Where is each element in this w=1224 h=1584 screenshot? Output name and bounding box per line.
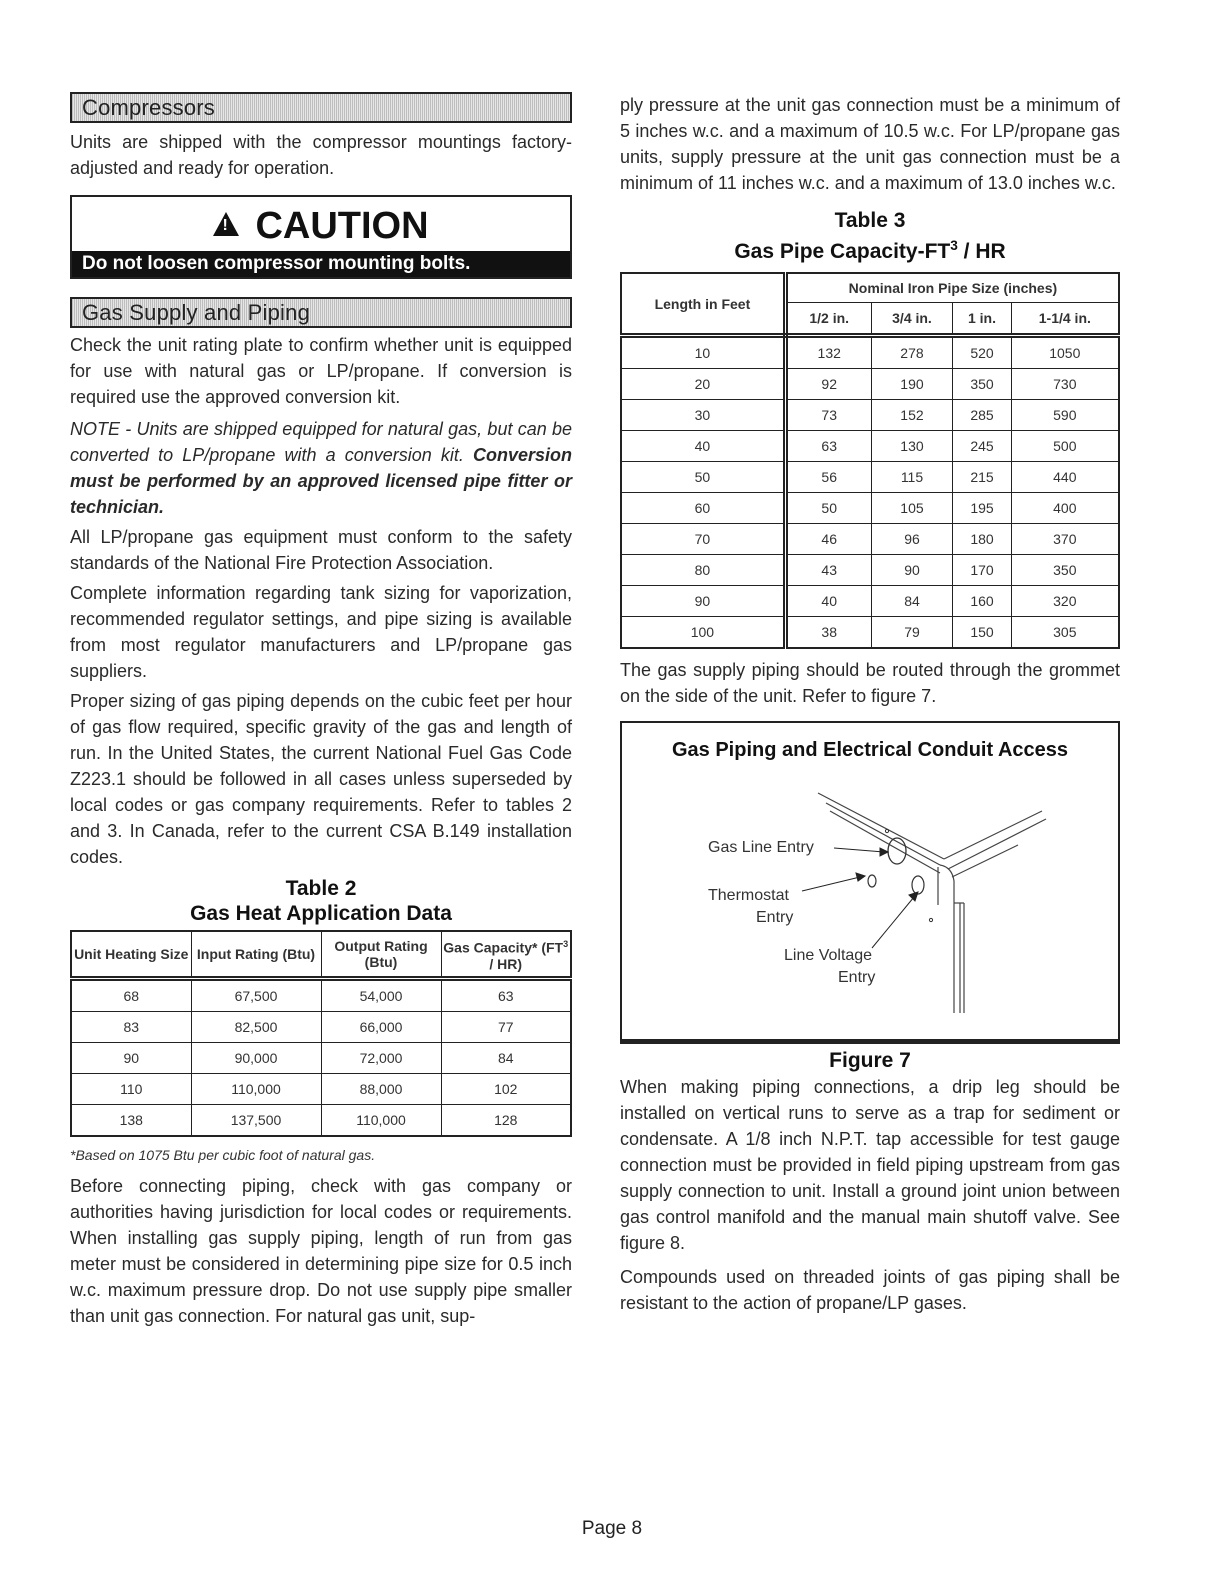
paragraph-supply-pressure: ply pressure at the unit gas connection must be a minimum of 5 inches w.c. and a maximum of 10.5 w.c. For LP/propane gas units, supply pressure at the unit gas connection must be a minimum of 11 inches w.c. and a maximum of 13.0 inches w.c.: [620, 95, 1120, 193]
table-cell: 46: [785, 524, 871, 555]
table-cell: 440: [1011, 462, 1119, 493]
table-cell: 66,000: [321, 1012, 441, 1043]
table-cell: 96: [871, 524, 953, 555]
table-row: [71, 1074, 571, 1105]
table-cell: 90: [621, 586, 785, 617]
gas-line-entry-label: Gas Line Entry: [708, 839, 814, 856]
table-cell: 80: [621, 555, 785, 586]
table-cell: 150: [953, 617, 1011, 649]
thermostat-label: Thermostat: [708, 887, 789, 904]
table-header-row: [621, 273, 1119, 303]
table-cell: 67,500: [191, 979, 321, 1012]
table-cell: 730: [1011, 369, 1119, 400]
table-cell: 137,500: [191, 1105, 321, 1137]
table-header-cell: Input Rating (Btu): [191, 931, 321, 979]
table-row: [71, 1012, 571, 1043]
note-bold-text: Conversion must be performed by an approved licensed pipe fitter or technician.: [70, 445, 572, 517]
table-cell: 195: [953, 493, 1011, 524]
table-cell: 110,000: [191, 1074, 321, 1105]
table-cell: 77: [441, 1012, 571, 1043]
right-column: [620, 92, 1120, 1316]
table-cell: 83: [71, 1012, 191, 1043]
table-cell: 90,000: [191, 1043, 321, 1074]
table-cell: 128: [441, 1105, 571, 1137]
table3: [620, 272, 1120, 649]
caution-bar: Do not loosen compressor mounting bolts.: [72, 251, 570, 277]
table-cell: 590: [1011, 400, 1119, 431]
table-cell: 152: [871, 400, 953, 431]
table-cell: 20: [621, 369, 785, 400]
paragraph-nfpa: All LP/propane gas equipment must conform to the safety standards of the National Fire Protection Association.: [70, 527, 572, 573]
table2-title: Gas Heat Application Data: [190, 902, 452, 925]
line-voltage-entry-label: Entry: [838, 969, 876, 986]
table-cell: 50: [621, 462, 785, 493]
table-cell: 115: [871, 462, 953, 493]
warning-triangle-icon: !: [213, 212, 239, 236]
paragraph-drip-leg: When making piping connections, a drip leg should be installed on vertical runs to serve as a trap for sediment or condensate. A 1/8 inch N.P.T. tap accessible for test gauge connection must be provided in field piping upstream from gas supply connection to unit. Install a ground joint union between gas control manifold and the manual main shutoff valve. See figure 8.: [620, 1077, 1120, 1253]
table-cell: 10: [621, 336, 785, 369]
table-cell: 73: [785, 400, 871, 431]
table-cell: 105: [871, 493, 953, 524]
table-cell: 320: [1011, 586, 1119, 617]
table-cell: 92: [785, 369, 871, 400]
table-cell: 82,500: [191, 1012, 321, 1043]
table-cell: 68: [71, 979, 191, 1012]
figure7-caption: Figure 7: [829, 1049, 911, 1072]
paragraph-tank-sizing: Complete information regarding tank sizing for vaporization, recommended regulator settings, and pipe sizing is available from most regulator manufacturers and LP/propane gas suppliers.: [70, 583, 572, 681]
table-row: [621, 369, 1119, 400]
table-cell: 84: [871, 586, 953, 617]
table-cell: 38: [785, 617, 871, 649]
note-text: NOTE - Units are shipped equipped for natural gas, but can be converted to LP/propane with a conversion kit.: [70, 419, 572, 465]
table-row: [621, 400, 1119, 431]
table-row: [71, 979, 571, 1012]
table-cell: 90: [71, 1043, 191, 1074]
table-row: [621, 617, 1119, 649]
caution-title-text: CAUTION: [255, 205, 429, 247]
table2-label: Table 2: [285, 877, 357, 900]
paragraph-grommet: The gas supply piping should be routed through the grommet on the side of the unit. Refer to figure 7.: [620, 660, 1120, 706]
table-cell: 520: [953, 336, 1011, 369]
table-cell: 160: [953, 586, 1011, 617]
table-row: [621, 555, 1119, 586]
table-header-cell: 1/2 in.: [785, 303, 871, 336]
table-row: [71, 1043, 571, 1074]
table-cell: 56: [785, 462, 871, 493]
table-cell: 84: [441, 1043, 571, 1074]
table-header-cell: 3/4 in.: [871, 303, 953, 336]
table3-title: Gas Pipe Capacity-$FT^3$ / HR: [734, 238, 1006, 263]
table-cell: 190: [871, 369, 953, 400]
table-cell: 130: [871, 431, 953, 462]
table-cell: 350: [1011, 555, 1119, 586]
table-cell: 72,000: [321, 1043, 441, 1074]
table-cell: 102: [441, 1074, 571, 1105]
figure7-box: [620, 721, 1120, 1044]
table-cell: 40: [621, 431, 785, 462]
note-paragraph: [70, 416, 572, 520]
table-cell: 90: [871, 555, 953, 586]
table-cell: 54,000: [321, 979, 441, 1012]
table2: [70, 930, 572, 1137]
table-row: [621, 431, 1119, 462]
table-header-cell: Gas Capacity* $(FT^3 / HR)$: [441, 931, 571, 979]
table-cell: 110: [71, 1074, 191, 1105]
table-header-cell: 1 in.: [953, 303, 1011, 336]
table-row: [621, 493, 1119, 524]
table-cell: 245: [953, 431, 1011, 462]
table-cell: 138: [71, 1105, 191, 1137]
table-row: [621, 336, 1119, 369]
paragraph-pipe-sizing: Proper sizing of gas piping depends on the cubic feet per hour of gas flow required, specific gravity of the gas and length of run. In the United States, the current National Fuel Gas Code Z223.1 should be followed in all cases unless superseded by local codes or gas company requirements. Refer to tables 2 and 3. In Canada, refer to the current CSA B.149 installation codes.: [70, 691, 572, 867]
table-cell: 500: [1011, 431, 1119, 462]
table-cell: 278: [871, 336, 953, 369]
table-cell: 305: [1011, 617, 1119, 649]
table-cell: 30: [621, 400, 785, 431]
table-cell: 40: [785, 586, 871, 617]
compressors-text: Units are shipped with the compressor mountings factory-adjusted and ready for operation.: [70, 132, 572, 178]
table3-label: Table 3: [834, 209, 906, 232]
table-cell: 70: [621, 524, 785, 555]
table-cell: 285: [953, 400, 1011, 431]
table-row: [621, 524, 1119, 555]
table-row: [621, 586, 1119, 617]
table-header-row: [71, 931, 571, 979]
table-cell: 50: [785, 493, 871, 524]
line-voltage-grommet-icon: [912, 876, 924, 894]
table-cell: 180: [953, 524, 1011, 555]
caution-title: [72, 205, 570, 248]
table-cell: 400: [1011, 493, 1119, 524]
table-cell: 215: [953, 462, 1011, 493]
table-cell: 79: [871, 617, 953, 649]
table-cell: 370: [1011, 524, 1119, 555]
paragraph-compounds: Compounds used on threaded joints of gas piping shall be resistant to the action of propane/LP gases.: [620, 1267, 1120, 1313]
table-header-cell: Unit Heating Size: [71, 931, 191, 979]
gas-supply-heading: Gas Supply and Piping: [70, 297, 572, 328]
paragraph-rating-plate: Check the unit rating plate to confirm whether unit is equipped for use with natural gas or LP/propane. If conversion is required use the approved conversion kit.: [70, 335, 572, 407]
table-header-cell: 1-1/4 in.: [1011, 303, 1119, 336]
compressors-heading: Compressors: [70, 92, 572, 123]
table-cell: 63: [441, 979, 571, 1012]
caution-box: [70, 195, 572, 279]
table-row: [621, 462, 1119, 493]
figure7-title: Gas Piping and Electrical Conduit Access: [671, 739, 1069, 761]
table-header-cell: Length in Feet: [621, 273, 785, 336]
table-cell: 132: [785, 336, 871, 369]
paragraph-before-connecting: Before connecting piping, check with gas company or authorities having jurisdiction for local codes or requirements. When installing gas supply piping, length of run from gas meter must be considered in determining pipe size for 0.5 inch w.c. maximum pressure drop. Do not use supply pipe smaller than unit gas connection. For natural gas unit, sup-: [70, 1176, 572, 1326]
table-cell: 100: [621, 617, 785, 649]
table-cell: 170: [953, 555, 1011, 586]
table-cell: 63: [785, 431, 871, 462]
table-cell: 88,000: [321, 1074, 441, 1105]
table-cell: 110,000: [321, 1105, 441, 1137]
table-row: [71, 1105, 571, 1137]
thermostat-entry-label: Entry: [756, 909, 794, 926]
page-number: Page 8: [581, 1518, 643, 1539]
table-header-cell: Nominal Iron Pipe Size (inches): [785, 273, 1119, 303]
table-cell: 350: [953, 369, 1011, 400]
thermostat-grommet-icon: [868, 875, 876, 887]
line-voltage-label: Line Voltage: [784, 947, 873, 964]
table2-footnote: *Based on 1075 Btu per cubic foot of natural gas.: [70, 1147, 376, 1163]
table-cell: 60: [621, 493, 785, 524]
table-header-cell: Output Rating (Btu): [321, 931, 441, 979]
left-column: [70, 92, 572, 1329]
table-cell: 43: [785, 555, 871, 586]
table-cell: 1050: [1011, 336, 1119, 369]
